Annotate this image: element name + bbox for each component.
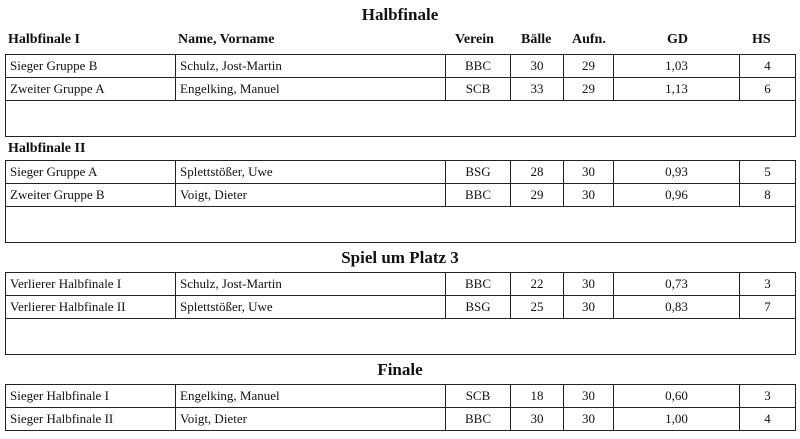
baelle-cell: 25 [511,296,564,319]
role-cell: Sieger Halbfinale I [6,385,176,408]
role-cell: Sieger Gruppe A [6,161,176,184]
hs-cell: 8 [740,184,796,207]
section-title-platz-3: Spiel um Platz 3 [341,248,459,267]
hs-cell: 3 [740,273,796,296]
aufn-cell: 30 [564,184,614,207]
baelle-cell: 18 [511,385,564,408]
verein-cell: SCB [446,385,511,408]
baelle-cell: 29 [511,184,564,207]
verein-cell: BBC [446,273,511,296]
player-name: Splettstößer, Uwe [176,296,446,319]
verein-cell: BSG [446,296,511,319]
hs-cell: 6 [740,78,796,101]
gd-cell: 1,03 [614,55,740,78]
page-title: Halbfinale [361,5,439,24]
verein-cell: SCB [446,78,511,101]
baelle-cell: 22 [511,273,564,296]
section-title-finale: Finale [377,360,423,379]
gd-cell: 0,83 [614,296,740,319]
role-cell: Sieger Gruppe B [6,55,176,78]
gd-cell: 1,00 [614,408,740,431]
table-row [6,273,796,296]
role-cell: Zweiter Gruppe A [6,78,176,101]
table-row [6,184,796,207]
hs-cell: 7 [740,296,796,319]
aufn-cell: 29 [564,55,614,78]
verein-cell: BSG [446,161,511,184]
gd-cell: 0,60 [614,385,740,408]
baelle-cell: 30 [511,55,564,78]
aufn-cell: 30 [564,296,614,319]
halbfinale-1-table [5,54,796,137]
column-header-row [0,31,800,49]
empty-cell [6,101,796,137]
role-cell: Verlierer Halbfinale II [6,296,176,319]
header-baelle: Bälle [521,32,552,47]
player-name: Voigt, Dieter [176,408,446,431]
player-name: Engelking, Manuel [176,78,446,101]
halbfinale-2-table [5,160,796,243]
platz-3-table [5,272,796,355]
aufn-cell: 29 [564,78,614,101]
player-name: Engelking, Manuel [176,385,446,408]
aufn-cell: 30 [564,273,614,296]
baelle-cell: 28 [511,161,564,184]
header-verein: Verein [455,32,494,47]
header-aufn: Aufn. [572,32,606,47]
empty-cell [6,207,796,243]
gd-cell: 0,96 [614,184,740,207]
hs-cell: 3 [740,385,796,408]
baelle-cell: 30 [511,408,564,431]
verein-cell: BBC [446,184,511,207]
section-title-halbfinale-2: Halbfinale II [8,141,86,156]
gd-cell: 0,93 [614,161,740,184]
table-row [6,55,796,78]
role-cell: Zweiter Gruppe B [6,184,176,207]
aufn-cell: 30 [564,408,614,431]
player-name: Schulz, Jost-Martin [176,273,446,296]
aufn-cell: 30 [564,385,614,408]
table-row [6,161,796,184]
gd-cell: 1,13 [614,78,740,101]
header-section-halbfinale-1: Halbfinale I [8,32,80,47]
role-cell: Verlierer Halbfinale I [6,273,176,296]
table-row [6,78,796,101]
gd-cell: 0,73 [614,273,740,296]
table-row [6,408,796,431]
empty-cell [6,319,796,355]
verein-cell: BBC [446,408,511,431]
hs-cell: 4 [740,55,796,78]
verein-cell: BBC [446,55,511,78]
hs-cell: 5 [740,161,796,184]
hs-cell: 4 [740,408,796,431]
table-row [6,385,796,408]
player-name: Splettstößer, Uwe [176,161,446,184]
table-row [6,296,796,319]
empty-row [6,101,796,137]
header-gd: GD [667,32,688,47]
aufn-cell: 30 [564,161,614,184]
finale-table [5,384,796,431]
empty-row [6,207,796,243]
baelle-cell: 33 [511,78,564,101]
header-hs: HS [752,32,771,47]
role-cell: Sieger Halbfinale II [6,408,176,431]
player-name: Voigt, Dieter [176,184,446,207]
header-name: Name, Vorname [178,32,275,47]
empty-row [6,319,796,355]
player-name: Schulz, Jost-Martin [176,55,446,78]
